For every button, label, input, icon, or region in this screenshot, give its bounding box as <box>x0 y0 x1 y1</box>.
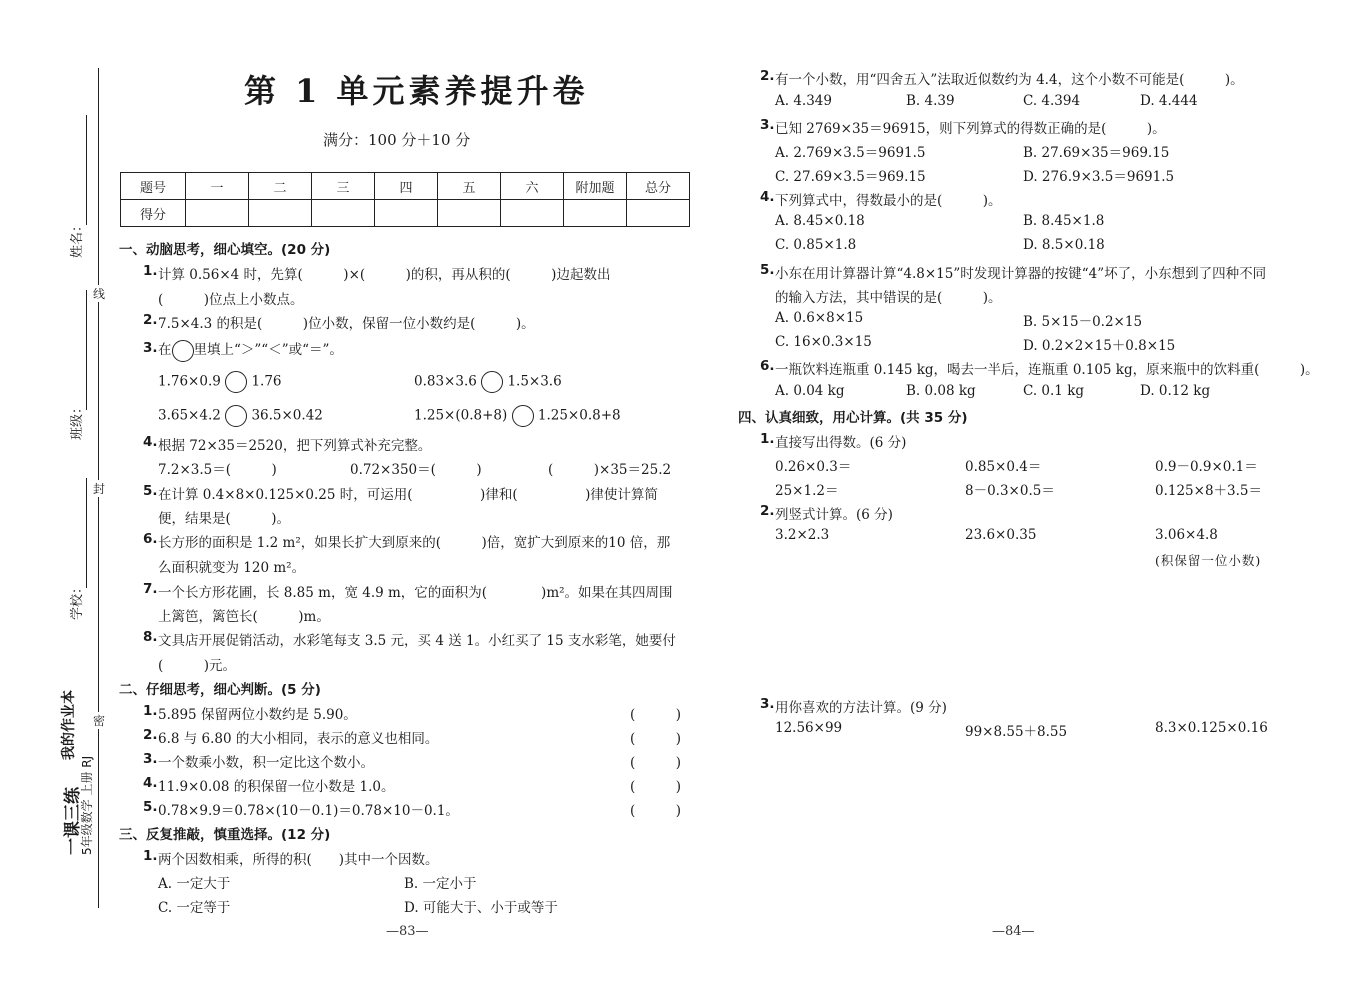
judge-answer-paren[interactable]: ( ) <box>630 779 682 795</box>
work-area[interactable] <box>775 575 1315 690</box>
section-3-title: 三、反复推敲，慎重选择。(12 分) <box>119 827 331 843</box>
calc-item: 25×1.2＝ <box>775 483 839 499</box>
question-number: 2. <box>143 727 158 743</box>
question-text: 7.5×4.3 的积是( )位小数，保留一位小数约是( )。 <box>158 316 535 332</box>
calc-item: 23.6×0.35 <box>965 527 1037 543</box>
choice-option[interactable]: D. 8.5×0.18 <box>1023 237 1105 253</box>
question-text-part: 在 <box>158 342 172 358</box>
page-title: 第 1 单元素养提升卷 <box>244 72 589 110</box>
choice-option[interactable]: D. 276.9×3.5＝9691.5 <box>1023 169 1175 185</box>
choice-option[interactable]: A. 0.6×8×15 <box>775 310 864 326</box>
calc-item: 0.9－0.9×0.1＝ <box>1155 459 1258 475</box>
expr-left: 1.76×0.9 <box>158 373 221 390</box>
question-number: 2. <box>760 503 775 519</box>
choice-option[interactable]: C. 4.394 <box>1023 93 1081 109</box>
score-cell: 二 <box>249 173 312 200</box>
page-subtitle: 满分：100 分＋10 分 <box>323 131 471 149</box>
question-text: ( )元。 <box>158 658 237 674</box>
compare-item <box>158 405 323 427</box>
question-number: 1. <box>143 263 158 279</box>
compare-circle[interactable] <box>481 371 503 393</box>
choice-option[interactable]: B. 4.39 <box>906 93 955 109</box>
fill-item: 0.72×350＝( ) <box>350 462 482 478</box>
question-number: 3. <box>143 751 158 767</box>
fold-mark-seal: 封 <box>93 482 106 496</box>
expr-right: 1.5×3.6 <box>507 373 562 390</box>
choice-option[interactable]: D. 0.12 kg <box>1140 383 1211 399</box>
question-number: 5. <box>760 262 775 278</box>
question-number: 6. <box>143 531 158 547</box>
judge-statement: 一个数乘小数，积一定比这个数小。 <box>158 755 374 771</box>
question-text: 计算 0.56×4 时，先算( )×( )的积，再从积的( )边起数出 <box>158 267 611 283</box>
calc-item: 99×8.55＋8.55 <box>965 724 1068 740</box>
page-number-left: —83— <box>386 924 429 939</box>
judge-statement: 6.8 与 6.80 的大小相同，表示的意义也相同。 <box>158 731 439 747</box>
expr-right: 1.76 <box>251 373 282 390</box>
compare-circle[interactable] <box>512 405 534 427</box>
score-table <box>120 172 690 227</box>
compare-circle[interactable] <box>225 405 247 427</box>
judge-answer-paren[interactable]: ( ) <box>630 707 682 723</box>
score-table-row <box>121 200 690 227</box>
question-text: 的输入方法，其中错误的是( )。 <box>775 290 1002 306</box>
judge-answer-paren[interactable]: ( ) <box>630 731 682 747</box>
question-text-part: 里填上“＞”“＜”或“＝”。 <box>193 342 343 358</box>
question-text: 直接写出得数。(6 分) <box>775 435 907 451</box>
score-input-cell[interactable] <box>375 200 438 227</box>
section-2-title: 二、仔细思考，细心判断。(5 分) <box>119 682 321 698</box>
judge-statement: 0.78×9.9＝0.78×(10－0.1)＝0.78×10－0.1。 <box>158 803 459 819</box>
class-underline <box>86 290 87 410</box>
score-cell: 四 <box>375 173 438 200</box>
question-number: 7. <box>143 581 158 597</box>
school-underline <box>86 478 87 588</box>
choice-option[interactable]: C. 16×0.3×15 <box>775 334 872 350</box>
score-input-cell[interactable] <box>501 200 564 227</box>
choice-option[interactable]: A. 4.349 <box>775 93 832 109</box>
score-input-cell[interactable] <box>627 200 690 227</box>
calc-item: 8－0.3×0.5＝ <box>965 483 1055 499</box>
page-number-right: —84— <box>992 924 1035 939</box>
choice-option[interactable]: C. 27.69×3.5＝969.15 <box>775 169 926 185</box>
question-text: 便，结果是( )。 <box>158 511 291 527</box>
compare-circle[interactable] <box>225 371 247 393</box>
question-text: 上篱笆，篱笆长( )m。 <box>158 609 330 625</box>
choice-option[interactable]: B. 5×15－0.2×15 <box>1023 314 1143 330</box>
school-label: 学校： <box>70 580 85 620</box>
compare-item <box>414 405 621 427</box>
score-cell: 五 <box>438 173 501 200</box>
judge-answer-paren[interactable]: ( ) <box>630 755 682 771</box>
choice-option[interactable]: A. 2.769×3.5＝9691.5 <box>775 145 926 161</box>
compare-circle[interactable] <box>172 340 194 362</box>
section-4-title: 四、认真细致，用心计算。(共 35 分) <box>738 410 968 426</box>
fold-mark-line: 线 <box>93 287 106 301</box>
question-text: 下列算式中，得数最小的是( )。 <box>775 193 1002 209</box>
name-underline <box>86 115 87 225</box>
question-text: 么面积就变为 120 m²。 <box>158 560 306 576</box>
question-text: 用你喜欢的方法计算。(9 分) <box>775 700 947 716</box>
judge-answer-paren[interactable]: ( ) <box>630 803 682 819</box>
score-input-cell[interactable] <box>438 200 501 227</box>
question-number: 4. <box>143 434 158 450</box>
question-number: 3. <box>760 117 775 133</box>
fill-item: 7.2×3.5＝( ) <box>158 462 277 478</box>
question-text: 根据 72×35＝2520，把下列算式补充完整。 <box>158 438 432 454</box>
brand-logo: 一课三练 <box>63 787 83 855</box>
question-text: 已知 2769×35＝96915，则下列算式的得数正确的是( )。 <box>775 121 1166 137</box>
brand-grade: 5年级数学 上册 RJ <box>80 755 94 855</box>
question-number: 8. <box>143 629 158 645</box>
expr-left: 0.83×3.6 <box>414 373 477 390</box>
question-number: 1. <box>143 848 158 864</box>
question-number: 3. <box>143 340 158 356</box>
choice-option[interactable]: A. 0.04 kg <box>775 383 845 399</box>
choice-option[interactable]: C. 一定等于 <box>158 900 231 916</box>
calc-item: 3.06×4.8 <box>1155 527 1218 543</box>
work-area[interactable] <box>775 745 1315 905</box>
choice-option[interactable]: A. 一定大于 <box>158 876 231 892</box>
choice-option[interactable]: C. 0.85×1.8 <box>775 237 857 253</box>
question-number: 5. <box>143 483 158 499</box>
choice-option[interactable]: B. 一定小于 <box>404 876 477 892</box>
score-input-cell[interactable] <box>312 200 375 227</box>
question-text: 两个因数相乘，所得的积( )其中一个因数。 <box>158 852 439 868</box>
score-input-cell[interactable] <box>564 200 627 227</box>
score-cell: 附加题 <box>564 173 627 200</box>
choice-option[interactable]: D. 可能大于、小于或等于 <box>404 900 558 916</box>
fill-item: ( )×35＝25.2 <box>548 462 672 478</box>
judge-statement: 11.9×0.08 的积保留一位小数是 1.0。 <box>158 779 395 795</box>
choice-option[interactable]: C. 0.1 kg <box>1023 383 1085 399</box>
score-cell: 三 <box>312 173 375 200</box>
question-text: 在计算 0.4×8×0.125×0.25 时，可运用( )律和( )律使计算简 <box>158 487 658 503</box>
expr-left: 3.65×4.2 <box>158 407 221 424</box>
judge-statement: 5.895 保留两位小数约是 5.90。 <box>158 707 357 723</box>
expr-right: 36.5×0.42 <box>251 407 323 424</box>
section-1-title: 一、动脑思考，细心填空。(20 分) <box>119 242 331 258</box>
question-number: 5. <box>143 799 158 815</box>
calc-item: 0.85×0.4＝ <box>965 459 1042 475</box>
name-label: 姓名： <box>70 218 85 258</box>
question-text: 小东在用计算器计算“4.8×15”时发现计算器的按键“4”坏了，小东想到了四种不同 <box>775 266 1267 282</box>
question-text <box>158 338 343 362</box>
question-number: 2. <box>760 68 775 84</box>
score-input-cell[interactable] <box>186 200 249 227</box>
question-number: 2. <box>143 312 158 328</box>
calc-item: 8.3×0.125×0.16 <box>1155 720 1268 736</box>
choice-option[interactable]: D. 4.444 <box>1140 93 1198 109</box>
score-cell: 题号 <box>121 173 186 200</box>
choice-option[interactable]: D. 0.2×2×15＋0.8×15 <box>1023 338 1176 354</box>
score-table-header-row <box>121 173 690 200</box>
question-number: 1. <box>760 431 775 447</box>
question-text: 长方形的面积是 1.2 m²，如果长扩大到原来的( )倍，宽扩大到原来的10 倍，那 <box>158 535 671 551</box>
expr-left: 1.25×(0.8+8) <box>414 407 508 424</box>
question-number: 4. <box>760 189 775 205</box>
choice-option[interactable]: A. 8.45×0.18 <box>775 213 865 229</box>
score-input-cell[interactable] <box>249 200 312 227</box>
expr-right: 1.25×0.8+8 <box>537 407 621 424</box>
question-text: ( )位点上小数点。 <box>158 292 304 308</box>
brand-subtitle: 我的作业本 <box>61 690 77 760</box>
fold-mark-secret: 密 <box>93 714 106 728</box>
compare-item <box>158 371 282 393</box>
compare-item <box>414 371 562 393</box>
choice-option[interactable]: B. 8.45×1.8 <box>1023 213 1105 229</box>
question-text: 列竖式计算。(6 分) <box>775 507 893 523</box>
question-number: 4. <box>143 775 158 791</box>
question-text: 有一个小数，用“四舍五入”法取近似数约为 4.4，这个小数不可能是( )。 <box>775 72 1244 88</box>
calc-item: 3.2×2.3 <box>775 527 830 543</box>
question-text: 一瓶饮料连瓶重 0.145 kg，喝去一半后，连瓶重 0.105 kg，原来瓶中的饮料重( )。 <box>775 362 1319 378</box>
question-text: 一个长方形花圃，长 8.85 m，宽 4.9 m，它的面积为( )m²。如果在其四周围 <box>158 585 673 601</box>
class-label: 班级： <box>70 400 85 440</box>
choice-option[interactable]: B. 27.69×35＝969.15 <box>1023 145 1170 161</box>
score-cell: 总分 <box>627 173 690 200</box>
question-text: 文具店开展促销活动，水彩笔每支 3.5 元，买 4 送 1。小红买了 15 支水彩笔，她要付 <box>158 633 676 649</box>
question-number: 6. <box>760 358 775 374</box>
question-number: 1. <box>143 703 158 719</box>
score-row-label: 得分 <box>121 200 186 227</box>
question-number: 3. <box>760 696 775 712</box>
calc-note: (积保留一位小数) <box>1155 553 1262 568</box>
choice-option[interactable]: B. 0.08 kg <box>906 383 976 399</box>
calc-item: 12.56×99 <box>775 720 843 736</box>
score-cell: 一 <box>186 173 249 200</box>
calc-item: 0.26×0.3＝ <box>775 459 852 475</box>
score-cell: 六 <box>501 173 564 200</box>
calc-item: 0.125×8＋3.5＝ <box>1155 483 1263 499</box>
